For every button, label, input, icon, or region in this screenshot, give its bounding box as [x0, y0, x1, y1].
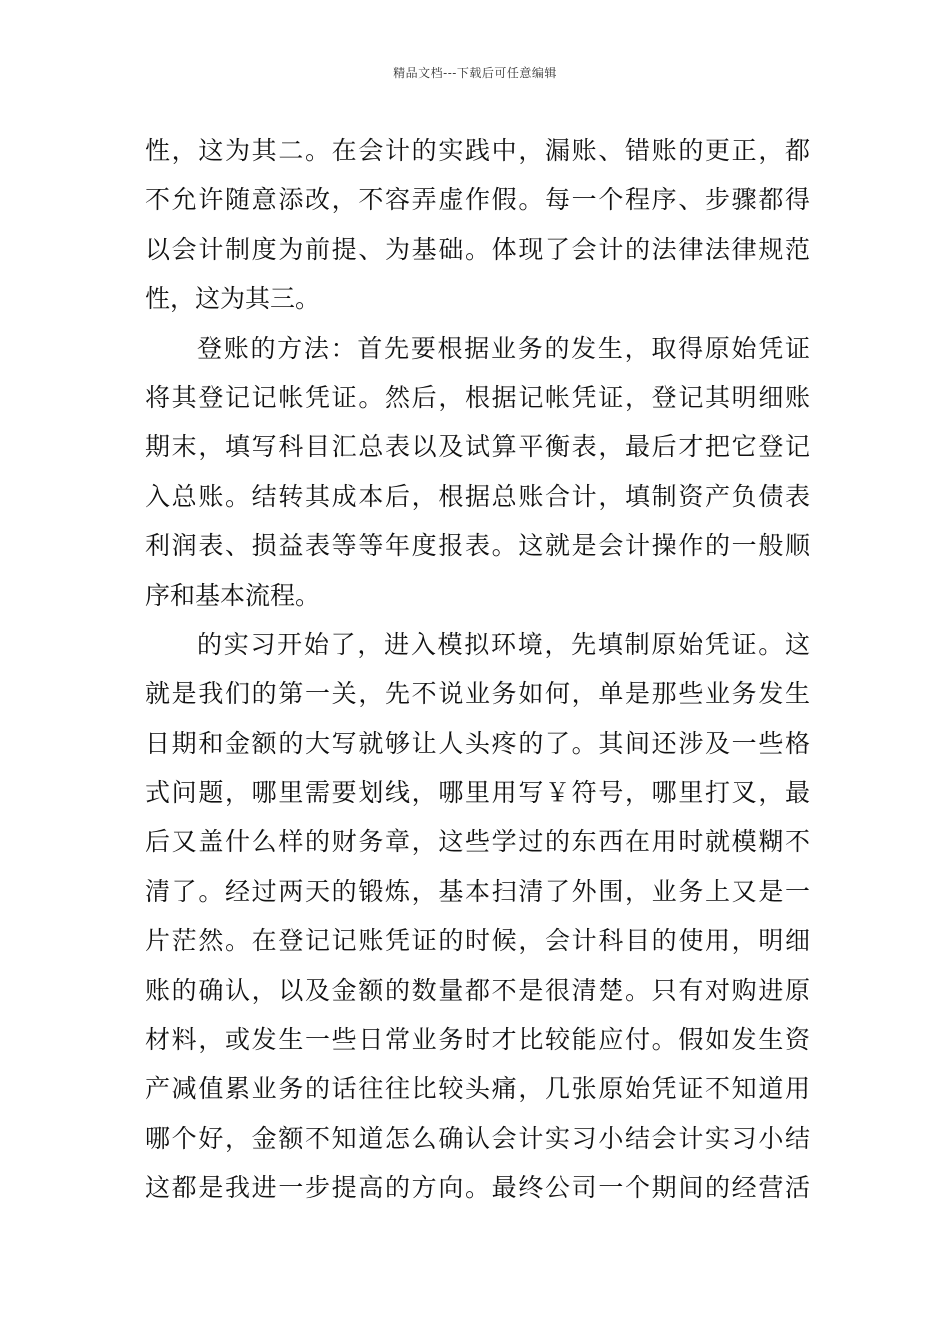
text-line: 不允许随意添改，不容弄虚作假。每一个程序、步骤都得	[145, 185, 810, 215]
text-line: 性，这为其二。在会计的实践中，漏账、错账的更正，都	[145, 136, 810, 165]
text-line: 以会计制度为前提、为基础。体现了会计的法律法律规范	[145, 234, 810, 264]
text-line: 利润表、损益表等等年度报表。这就是会计操作的一般顺	[145, 531, 810, 561]
text-line: 清了。经过两天的锻炼，基本扫清了外围，业务上又是一	[145, 876, 810, 906]
text-line: 入总账。结转其成本后，根据总账合计，填制资产负债表	[145, 481, 810, 511]
text-line: 材料，或发生一些日常业务时才比较能应付。假如发生资	[145, 1025, 810, 1055]
text-line: 日期和金额的大写就够让人头疼的了。其间还涉及一些格	[145, 728, 810, 758]
text-line: 期末，填写科目汇总表以及试算平衡表，最后才把它登记	[145, 432, 810, 462]
text-line: 片茫然。在登记记账凭证的时候，会计科目的使用，明细	[145, 926, 810, 956]
body-text	[145, 126, 810, 1213]
text-line: 产减值累业务的话往往比较头痛，几张原始凭证不知道用	[145, 1074, 810, 1104]
text-line: 性，这为其三。	[145, 284, 321, 314]
text-line: 将其登记记帐凭证。然后，根据记帐凭证，登记其明细账	[145, 382, 810, 412]
text-line: 序和基本流程。	[145, 580, 321, 610]
text-line: 账的确认，以及金额的数量都不是很清楚。只有对购进原	[145, 975, 810, 1005]
text-line: 哪个好，金额不知道怎么确认会计实习小结会计实习小结	[145, 1123, 810, 1153]
text-line: 式问题，哪里需要划线，哪里用写￥符号，哪里打叉，最	[145, 778, 810, 808]
text-line: 的实习开始了，进入模拟环境，先填制原始凭证。这	[197, 629, 810, 659]
text-line: 就是我们的第一关，先不说业务如何，单是那些业务发生	[145, 679, 810, 709]
text-line: 后又盖什么样的财务章，这些学过的东西在用时就模糊不	[145, 827, 810, 857]
text-line: 这都是我进一步提高的方向。最终公司一个期间的经营活	[145, 1173, 810, 1203]
text-line: 登账的方法：首先要根据业务的发生，取得原始凭证	[197, 333, 810, 363]
page-header: 精品文档---下载后可任意编辑	[393, 66, 557, 80]
